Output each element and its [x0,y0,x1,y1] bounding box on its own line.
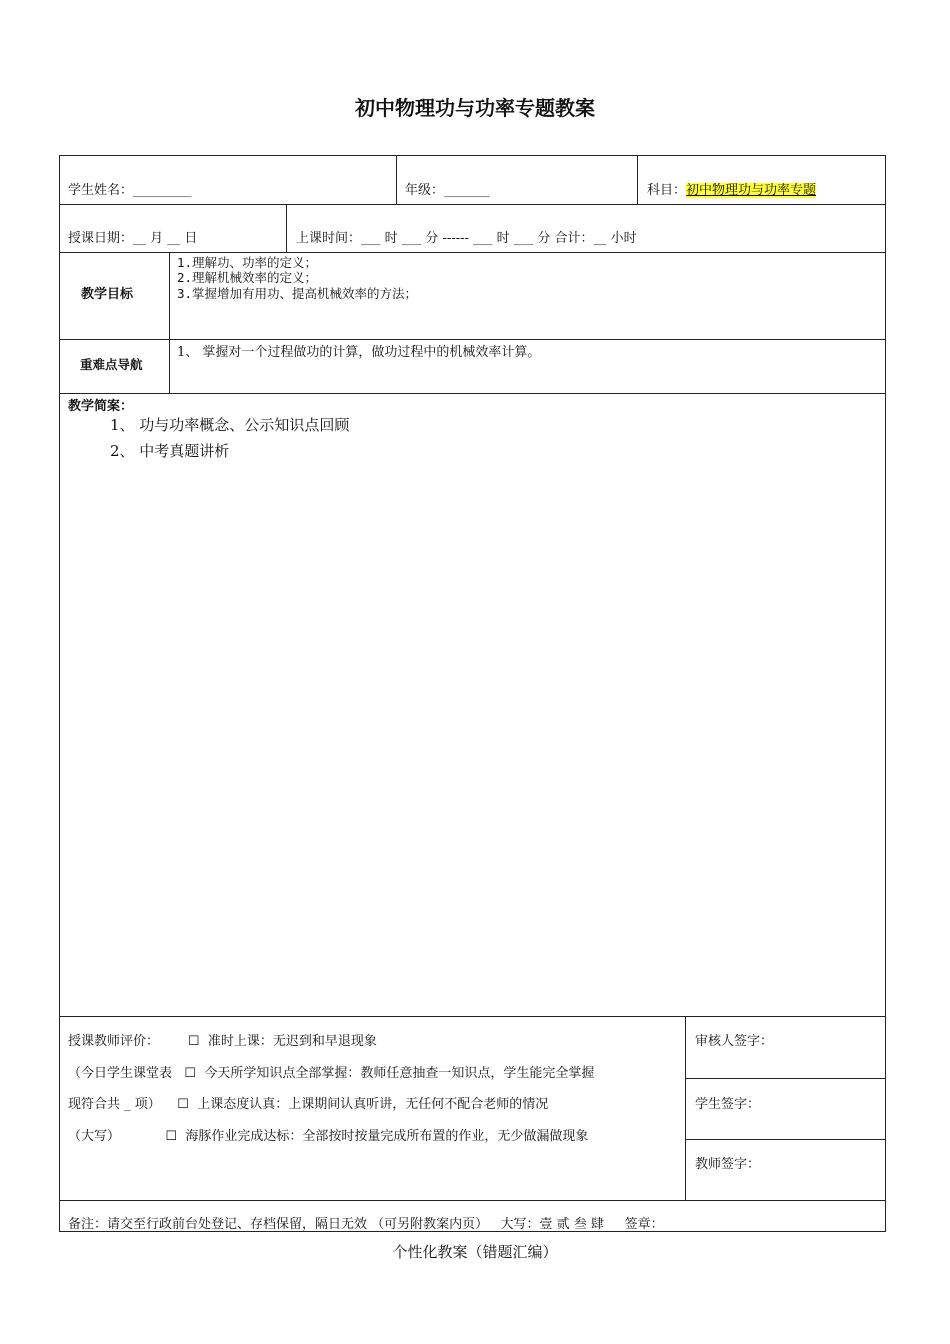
lesson-date-field[interactable]: 授课日期：__ 月 __ 日 [68,231,198,246]
teacher-signature[interactable]: 教师签字： [695,1157,761,1172]
reviewer-signature[interactable]: 审核人签字： [695,1034,774,1049]
row-lesson-plan [59,393,886,1017]
subject-field[interactable] [647,179,816,198]
lesson-time-field[interactable]: 上课时间：___ 时 ___ 分 ------ ___ 时 ___ 分 合计：__ 小时 [296,231,637,246]
plan-item: 1、 功与功率概念、公示知识点回顾 [110,416,350,434]
evaluation-line[interactable]: 授课教师评价： ☐ 准时上课：无迟到和早退现象 [68,1034,377,1049]
evaluation-line[interactable]: 现符合共 _ 项） ☐ 上课态度认真：上课期间认真听讲，无任何不配合老师的情况 [68,1097,549,1112]
subject-label: 科目： [647,183,687,198]
row-remark [59,1200,886,1232]
grade-field[interactable]: 年级：_______ [405,183,490,198]
evaluation-line[interactable]: （大写） ☐ 海豚作业完成达标：全部按时按量完成所布置的作业，无少做漏做现象 [68,1129,589,1144]
goal-item: 3.掌握增加有用功、提高机械效率的方法； [177,286,418,301]
evaluation-line[interactable]: （今日学生课堂表 ☐ 今天所学知识点全部掌握：教师任意抽查一知识点，学生能完全掌握 [68,1066,595,1081]
plan-item: 2、 中考真题讲析 [110,442,230,460]
plan-label: 教学简案： [68,399,134,414]
goal-item: 2.理解机械效率的定义； [177,270,318,285]
page-footer: 个性化教案（错题汇编） [392,1243,558,1261]
row-schedule [59,204,886,253]
subject-value: 初中物理功与功率专题 [686,183,817,198]
row-key-points [59,339,886,394]
doc-title: 初中物理功与功率专题教案 [355,96,595,120]
row-student-info [59,155,886,205]
student-signature[interactable]: 学生签字： [695,1097,761,1112]
student-name-field[interactable]: 学生姓名：_________ [68,183,192,198]
goal-item: 1.理解功、功率的定义； [177,255,318,270]
remark-text: 备注：请交至行政前台处登记、存档保留，隔日无效 （可另附教案内页） 大写：壹 贰 叁 肆 签章： [68,1217,664,1232]
focus-text: 1、 掌握对一个过程做功的计算，做功过程中的机械效率计算。 [177,345,541,360]
goals-label: 教学目标 [81,287,134,302]
focus-label: 重难点导航 [80,357,143,372]
row-teaching-goals [59,252,886,340]
row-evaluation [59,1016,886,1201]
